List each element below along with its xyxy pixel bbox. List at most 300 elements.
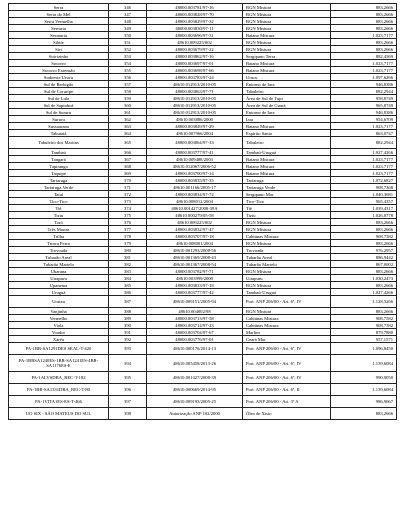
- number-cell: 372: [109, 191, 147, 198]
- value-cell: 908,7582: [331, 233, 397, 240]
- process-cell: 48610.005458/2013-26: [147, 355, 243, 372]
- reference-cell: Baiano Mistura: [243, 123, 331, 130]
- value-cell: 1.030,2473: [331, 275, 397, 282]
- value-cell: 1.097,6266: [331, 74, 397, 81]
- table-row: [9, 163, 397, 170]
- number-cell: 396: [109, 384, 147, 396]
- field-name-cell: Vanjinha: [9, 308, 109, 315]
- process-cell: 48000.003833/97-18: [147, 282, 243, 289]
- number-cell: 348: [109, 18, 147, 25]
- value-cell: 863,0747: [331, 130, 397, 137]
- process-cell: 48000.003849/97-29: [147, 123, 243, 130]
- reference-cell: RGN Mistura: [243, 308, 331, 315]
- value-cell: 965,8749: [331, 102, 397, 109]
- process-cell: 48610.000669/2014-95: [147, 384, 243, 396]
- field-name-cell: Serra Vermelha: [9, 18, 109, 25]
- field-name-cell: Três Marias: [9, 226, 109, 233]
- reference-cell: Tartaruga: [243, 177, 331, 184]
- table-row: [9, 102, 397, 109]
- number-cell: 398: [109, 408, 147, 420]
- table-row: [9, 315, 397, 322]
- reference-cell: RGN Mistura: [243, 46, 331, 53]
- process-cell: 48610.001369/2008-43: [147, 254, 243, 261]
- process-cell: 48610.003999/2000: [147, 275, 243, 282]
- number-cell: 389: [109, 315, 147, 322]
- table-row: [9, 25, 397, 32]
- number-cell: 377: [109, 226, 147, 233]
- number-cell: 350: [109, 32, 147, 39]
- value-cell: 879,7880: [331, 329, 397, 336]
- field-name-cell: Tapiranga: [9, 163, 109, 170]
- value-cell: 965,4357: [331, 198, 397, 205]
- number-cell: 349: [109, 25, 147, 32]
- number-cell: 378: [109, 233, 147, 240]
- number-cell: 369: [109, 170, 147, 177]
- value-cell: 1.023,7177: [331, 67, 397, 74]
- number-cell: 388: [109, 308, 147, 315]
- value-cell: 908,7582: [331, 315, 397, 322]
- field-name-cell: Tico-Tico: [9, 198, 109, 205]
- process-cell: 48000.003832/97-47: [147, 226, 243, 233]
- table-row: [9, 212, 397, 219]
- field-name-cell: Tatuí: [9, 191, 109, 198]
- number-cell: 360: [109, 102, 147, 109]
- value-cell: 1.128,5266: [331, 296, 397, 308]
- process-cell: 48610.012067/2006-52: [147, 163, 243, 170]
- value-cell: 883,2666: [331, 240, 397, 247]
- table-body: [9, 4, 397, 420]
- reference-cell: Baiano Mistura: [243, 156, 331, 163]
- table-row: [9, 343, 397, 355]
- table-row: [9, 177, 397, 184]
- table-row: [9, 137, 397, 149]
- reference-cell: Iara: [243, 116, 331, 123]
- number-cell: 390: [109, 322, 147, 329]
- table-row: [9, 95, 397, 102]
- value-cell: 883,2666: [331, 282, 397, 289]
- reference-cell: RGN Mistura: [243, 25, 331, 32]
- table-row: [9, 261, 397, 268]
- field-name-cell: Tubarão Martelo: [9, 261, 109, 268]
- field-name-cell: Serra: [9, 4, 109, 11]
- field-name-cell: Tartaruga Verde: [9, 184, 109, 191]
- value-cell: 883,2666: [331, 11, 397, 18]
- reference-cell: Ceará Mar: [243, 336, 331, 343]
- field-name-cell: Viola: [9, 322, 109, 329]
- field-name-cell: Taquipe: [9, 170, 109, 177]
- number-cell: 371: [109, 184, 147, 191]
- process-cell: 48000.003783/97-24: [147, 74, 243, 81]
- process-cell: 48610.001427/2008-39: [147, 372, 243, 384]
- table-row: [9, 156, 397, 163]
- field-name-cell: PA-1BR-SA1331DBA_REC-T-80: [9, 384, 109, 396]
- process-cell: 48000.003781/97-16: [147, 4, 243, 11]
- table-row: [9, 233, 397, 240]
- reference-cell: Port. ANP 206/00 - Art. 6º, IV: [243, 296, 331, 308]
- number-cell: 387: [109, 296, 147, 308]
- table-row: [9, 39, 397, 46]
- table-row: [9, 53, 397, 60]
- value-cell: 1.023,7177: [331, 123, 397, 130]
- number-cell: 381: [109, 254, 147, 261]
- table-row: [9, 254, 397, 261]
- field-name-cell: Socorro Extensão: [9, 67, 109, 74]
- process-cell: 48610.003886/2000: [147, 116, 243, 123]
- value-cell: 1.027,4266: [331, 149, 397, 156]
- number-cell: 365: [109, 137, 147, 149]
- number-cell: 362: [109, 116, 147, 123]
- value-cell: 883,2666: [331, 308, 397, 315]
- field-name-cell: Sibite: [9, 39, 109, 46]
- field-name-cell: Sul de Berbigão: [9, 81, 109, 88]
- table-row: [9, 170, 397, 177]
- reference-cell: RGN Mistura: [243, 219, 331, 226]
- value-cell: 883,2666: [331, 4, 397, 11]
- process-cell: 48610.009151/2005-94: [147, 296, 243, 308]
- table-row: [9, 191, 397, 198]
- process-cell: 48610.009193/2005-25: [147, 396, 243, 408]
- reference-cell: Tartaruga Verde: [243, 184, 331, 191]
- reference-cell: Baiano Mistura: [243, 60, 331, 67]
- number-cell: 355: [109, 67, 147, 74]
- table-row: [9, 46, 397, 53]
- table-row: [9, 184, 397, 191]
- table-row: [9, 396, 397, 408]
- number-cell: 379: [109, 240, 147, 247]
- number-cell: 370: [109, 177, 147, 184]
- table-row: [9, 123, 397, 130]
- field-name-cell: PA-1ALVSDBA_REC-T-182: [9, 372, 109, 384]
- value-cell: 883,2666: [331, 25, 397, 32]
- reference-cell: RGN Mistura: [243, 268, 331, 275]
- process-cell: 48610.000279/05-58: [147, 212, 243, 219]
- field-name-cell: Sul de Sururu: [9, 109, 109, 116]
- value-cell: 1.139,6084: [331, 384, 397, 396]
- number-cell: 374: [109, 205, 147, 212]
- table-row: [9, 308, 397, 315]
- field-name-cell: Siri: [9, 46, 109, 53]
- value-cell: 886,9442: [331, 254, 397, 261]
- number-cell: 395: [109, 372, 147, 384]
- number-cell: 385: [109, 282, 147, 289]
- fields-reference-table: [8, 3, 397, 420]
- reference-cell: Entorno de Iara: [243, 109, 331, 116]
- field-name-cell: Serra do Mel: [9, 11, 109, 18]
- field-name-cell: Sul de Coruripe: [9, 88, 109, 95]
- reference-cell: Tambaú-Uruguá: [243, 149, 331, 156]
- reference-cell: Baiano Mistura: [243, 163, 331, 170]
- process-cell: 48610.001293/2008-56: [147, 247, 243, 254]
- value-cell: 1.139,6084: [331, 355, 397, 372]
- field-name-cell: Tiê: [9, 205, 109, 212]
- field-name-cell: Upanema: [9, 282, 109, 289]
- number-cell: 367: [109, 156, 147, 163]
- field-name-cell: Sururu: [9, 116, 109, 123]
- number-cell: 361: [109, 109, 147, 116]
- table-row: [9, 88, 397, 95]
- number-cell: 354: [109, 60, 147, 67]
- table-row: [9, 67, 397, 74]
- table-row: [9, 219, 397, 226]
- value-cell: 883,2666: [331, 226, 397, 233]
- value-cell: 1.026,0778: [331, 212, 397, 219]
- process-cell: 48610.000176/2014-13: [147, 343, 243, 355]
- reference-cell: Sergipano Mar: [243, 191, 331, 198]
- number-cell: 347: [109, 11, 147, 18]
- field-name-cell: Vermelho: [9, 315, 109, 322]
- process-cell: 48610.009225/002: [147, 219, 243, 226]
- process-cell: 48000.003782/97-71: [147, 268, 243, 275]
- field-name-cell: Trinca Ferro: [9, 240, 109, 247]
- field-name-cell: Tabuleiro dos Martins: [9, 137, 109, 149]
- reference-cell: RGN Mistura: [243, 18, 331, 25]
- value-cell: 1.040,3081: [331, 191, 397, 198]
- reference-cell: Área de Sul de Guará: [243, 102, 331, 109]
- number-cell: 368: [109, 163, 147, 170]
- field-name-cell: Uirapuru: [9, 275, 109, 282]
- process-cell: 48000.003679/97-22: [147, 46, 243, 53]
- reference-cell: RGN Mistura: [243, 226, 331, 233]
- process-cell: 48610.012913/2010-05: [147, 95, 243, 102]
- reference-cell: Tico-Tico: [243, 198, 331, 205]
- table-row: [9, 247, 397, 254]
- reference-cell: Trovoada: [243, 247, 331, 254]
- field-name-cell: PA-1VITA1ES-ES-T-466: [9, 396, 109, 408]
- table-row: [9, 198, 397, 205]
- reference-cell: Cabiúnas Mistura: [243, 322, 331, 329]
- field-name-cell: Tartaruga: [9, 177, 109, 184]
- field-name-cell: Serraria: [9, 25, 109, 32]
- number-cell: 394: [109, 355, 147, 372]
- table-row: [9, 289, 397, 296]
- number-cell: 380: [109, 247, 147, 254]
- value-cell: 1.023,7177: [331, 163, 397, 170]
- number-cell: 346: [109, 4, 147, 11]
- process-cell: 48000.003700/97-14: [147, 170, 243, 177]
- value-cell: 946,8386: [331, 81, 397, 88]
- field-name-cell: Toró: [9, 219, 109, 226]
- number-cell: 383: [109, 268, 147, 275]
- reference-cell: Baiano Mistura: [243, 67, 331, 74]
- process-cell: 48000.003697/97-01: [147, 60, 243, 67]
- value-cell: 883,2666: [331, 18, 397, 25]
- table-row: [9, 372, 397, 384]
- process-cell: 48000.003863/97-71: [147, 88, 243, 95]
- field-name-cell: Urutau: [9, 296, 109, 308]
- process-cell: 48000.003698/97-66: [147, 67, 243, 74]
- value-cell: 1.023,7177: [331, 170, 397, 177]
- number-cell: 352: [109, 46, 147, 53]
- value-cell: 990,9050: [331, 372, 397, 384]
- value-cell: 1.023,7177: [331, 60, 397, 67]
- number-cell: 351: [109, 39, 147, 46]
- number-cell: 386: [109, 289, 147, 296]
- value-cell: 986,9667: [331, 396, 397, 408]
- value-cell: 883,2666: [331, 268, 397, 275]
- value-cell: 957,1571: [331, 336, 397, 343]
- number-cell: 356: [109, 74, 147, 81]
- table-row: [9, 60, 397, 67]
- process-cell: 48000.003829/97-32: [147, 18, 243, 25]
- reference-cell: Baiano Mistura: [243, 170, 331, 177]
- field-name-cell: Ubarana: [9, 268, 109, 275]
- table-row: [9, 11, 397, 18]
- field-name-cell: Uruguá: [9, 289, 109, 296]
- reference-cell: Tabuleiro: [243, 88, 331, 95]
- reference-cell: Port. ANP 206/00 - Art. 6º, IV: [243, 355, 331, 372]
- field-name-cell: Socorro: [9, 60, 109, 67]
- number-cell: 358: [109, 88, 147, 95]
- process-cell: 48610.009488/2003: [147, 156, 243, 163]
- number-cell: 353: [109, 53, 147, 60]
- value-cell: 1.096,8450: [331, 343, 397, 355]
- reference-cell: Tambaú-Uruguá: [243, 289, 331, 296]
- table-row: [9, 329, 397, 336]
- process-cell: 48000.003834/97-72: [147, 191, 243, 198]
- table-row: [9, 384, 397, 396]
- value-cell: 882,4369: [331, 53, 397, 60]
- process-cell: 48610.007966/2004: [147, 130, 243, 137]
- reference-cell: Marlim: [243, 329, 331, 336]
- reference-cell: Entorno de Iara: [243, 81, 331, 88]
- field-name-cell: Tiziu: [9, 212, 109, 219]
- reference-cell: Tiziu: [243, 212, 331, 219]
- value-cell: 883,2666: [331, 39, 397, 46]
- field-name-cell: Sul de Lula: [9, 95, 109, 102]
- value-cell: 882,2944: [331, 137, 397, 149]
- value-cell: 1.023,7177: [331, 156, 397, 163]
- table-row: [9, 322, 397, 329]
- table-row: [9, 205, 397, 212]
- table-row: [9, 296, 397, 308]
- reference-cell: Óleo de Xisto: [243, 408, 331, 420]
- process-cell: 48610.012913/2010-05: [147, 102, 243, 109]
- number-cell: 363: [109, 123, 147, 130]
- process-cell: 48610.001166/2005-17: [147, 184, 243, 191]
- process-cell: 48610.008012/2004: [147, 198, 243, 205]
- value-cell: 1.072,6827: [331, 177, 397, 184]
- reference-cell: Tubarão Martelo: [243, 261, 331, 268]
- reference-cell: Cabiúnas Mistura: [243, 315, 331, 322]
- number-cell: 373: [109, 198, 147, 205]
- field-name-cell: Sussuarana: [9, 123, 109, 130]
- process-cell: 48000.003713/97-58: [147, 315, 243, 322]
- table-row: [9, 355, 397, 372]
- reference-cell: RGN Mistura: [243, 240, 331, 247]
- number-cell: 364: [109, 130, 147, 137]
- value-cell: 1.039,4317: [331, 205, 397, 212]
- field-name-cell: Sudoeste Urucu: [9, 74, 109, 81]
- process-cell: 48000.003830/97-11: [147, 25, 243, 32]
- process-cell: 48000.003707/97-18: [147, 233, 243, 240]
- value-cell: 1.023,7177: [331, 32, 397, 39]
- table-row: [9, 130, 397, 137]
- value-cell: 883,2666: [331, 46, 397, 53]
- value-cell: 954,6709: [331, 116, 397, 123]
- table-row: [9, 268, 397, 275]
- process-cell: 48000.003864/97-33: [147, 137, 243, 149]
- field-name-cell: Tangará: [9, 156, 109, 163]
- reference-cell: Urucu: [243, 74, 331, 81]
- reference-cell: Port. ANP 206/00 - Art. 6º, IV: [243, 372, 331, 384]
- field-name-cell: Trilha: [9, 233, 109, 240]
- reference-cell: Espírito Santo: [243, 130, 331, 137]
- process-cell: 48000.003835/97-35: [147, 177, 243, 184]
- field-name-cell: Tambaú: [9, 149, 109, 156]
- table-row: [9, 18, 397, 25]
- number-cell: 397: [109, 396, 147, 408]
- process-cell: 48610.001367/2008-54: [147, 261, 243, 268]
- value-cell: 1.027,4266: [331, 289, 397, 296]
- reference-cell: Cabiúnas Mistura: [243, 233, 331, 240]
- number-cell: 357: [109, 81, 147, 88]
- value-cell: 908,7368: [331, 184, 397, 191]
- field-name-cell: Tubarão Areal: [9, 254, 109, 261]
- field-name-cell: Sesmaria: [9, 32, 109, 39]
- reference-cell: Tabuleiro: [243, 137, 331, 149]
- number-cell: 375: [109, 212, 147, 219]
- table-row: [9, 116, 397, 123]
- number-cell: 391: [109, 329, 147, 336]
- table-row: [9, 336, 397, 343]
- value-cell: 908,7582: [331, 322, 397, 329]
- field-name-cell: Siririzinho: [9, 53, 109, 60]
- value-cell: 946,8386: [331, 109, 397, 116]
- field-name-cell: PA-1BRSA1240ES-1BR-SA1241ES-4BR-SA1176ES-E: [9, 355, 109, 372]
- reference-cell: RGN Mistura: [243, 39, 331, 46]
- field-name-cell: Xaréu: [9, 336, 109, 343]
- value-cell: 883,2666: [331, 408, 397, 420]
- process-cell: 48000.003776/97-01: [147, 336, 243, 343]
- process-cell: 48000.003828/97-70: [147, 11, 243, 18]
- field-name-cell: Tabuiaiá: [9, 130, 109, 137]
- table-row: [9, 74, 397, 81]
- table-row: [9, 282, 397, 289]
- field-name-cell: PA-1BR-SA1291DES SEAL-T-420: [9, 343, 109, 355]
- reference-cell: Port. ANP 206/00 - Art. 6º, II: [243, 384, 331, 396]
- number-cell: 366: [109, 149, 147, 156]
- process-cell: Autorização ANP 102/2000: [147, 408, 243, 420]
- reference-cell: RGN Mistura: [243, 11, 331, 18]
- reference-cell: Port. ANP 206/00 - Art. 6º, IV: [243, 343, 331, 355]
- field-name-cell: Trovoada: [9, 247, 109, 254]
- process-cell: 48610.012913/2010-05: [147, 81, 243, 88]
- value-cell: 958,8749: [331, 95, 397, 102]
- table-row: [9, 109, 397, 116]
- reference-cell: RGN Mistura: [243, 4, 331, 11]
- value-cell: 976,2957: [331, 247, 397, 254]
- value-cell: 882,2944: [331, 88, 397, 95]
- table-row: [9, 408, 397, 420]
- reference-cell: Área de Sul de Tupi: [243, 95, 331, 102]
- field-name-cell: Voador: [9, 329, 109, 336]
- table-row: [9, 149, 397, 156]
- process-cell: 48000.003714/97-23: [147, 322, 243, 329]
- table-row: [9, 4, 397, 11]
- table-row: [9, 226, 397, 233]
- table-row: [9, 32, 397, 39]
- process-cell: 48610.009225/002: [147, 39, 243, 46]
- number-cell: 359: [109, 95, 147, 102]
- table-row: [9, 275, 397, 282]
- process-cell: 48000.003704/97-67: [147, 329, 243, 336]
- number-cell: 376: [109, 219, 147, 226]
- process-cell: 48000.003777/97-41: [147, 149, 243, 156]
- number-cell: 393: [109, 343, 147, 355]
- number-cell: 382: [109, 261, 147, 268]
- number-cell: 392: [109, 336, 147, 343]
- reference-cell: RGN Mistura: [243, 282, 331, 289]
